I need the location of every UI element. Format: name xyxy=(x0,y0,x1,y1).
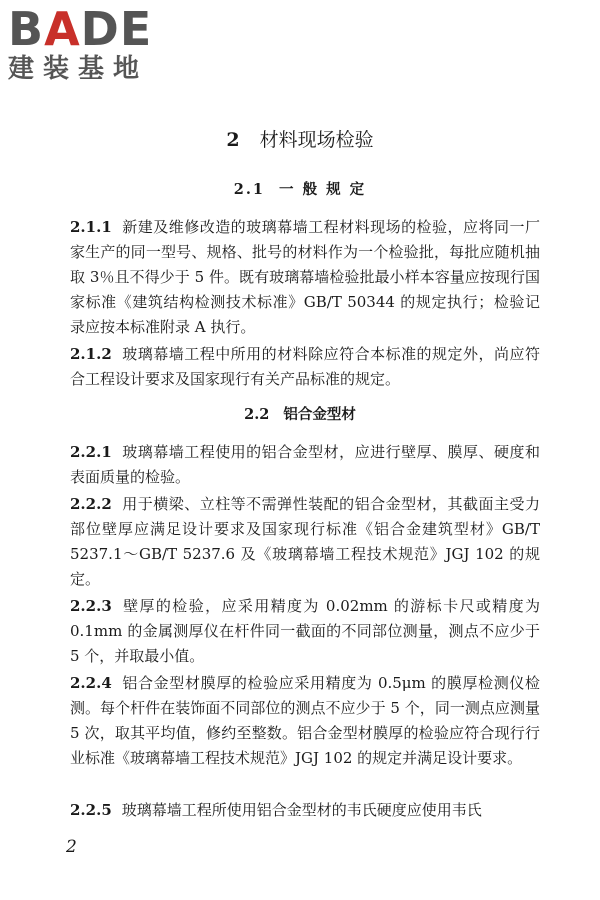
clause-number: 2.1.2 xyxy=(70,345,112,363)
clause-2-2-4 xyxy=(70,671,540,771)
clause-number: 2.2.2 xyxy=(70,495,112,513)
chapter-title xyxy=(0,126,600,154)
clause-number: 2.2.4 xyxy=(70,674,112,692)
clause-text: 玻璃幕墙工程使用的铝合金型材，应进行壁厚、膜厚、硬度和表面质量的检验。 xyxy=(70,443,540,486)
section-heading-2-2 xyxy=(0,403,600,427)
clause-2-2-1 xyxy=(70,440,540,490)
clause-number: 2.2.1 xyxy=(70,443,112,461)
clause-number: 2.1.1 xyxy=(70,218,112,236)
section-heading-2-1 xyxy=(0,178,600,202)
chapter-title-text: 材料现场检验 xyxy=(259,129,374,151)
clause-text: 壁厚的检验，应采用精度为 0.02mm 的游标卡尺或精度为 0.1mm 的金属测厚仪在杆件同一截面的不同部位测量，测点不应少于 5 个，并取最小值。 xyxy=(70,597,540,665)
clause-2-2-5 xyxy=(70,798,540,823)
page-number: 2 xyxy=(66,837,77,857)
section-number: 2.2 xyxy=(244,406,270,423)
chapter-number: 2 xyxy=(226,129,240,151)
section-title-text: 一 般 规 定 xyxy=(279,181,367,198)
clause-2-2-3 xyxy=(70,594,540,669)
clause-2-2-2 xyxy=(70,492,540,592)
logo-wordmark: BADE xyxy=(8,2,153,56)
clause-number: 2.2.3 xyxy=(70,597,112,615)
clause-text: 玻璃幕墙工程中所用的材料除应符合本标准的规定外，尚应符合工程设计要求及国家现行有关产品标准的规定。 xyxy=(70,345,540,388)
clause-2-1-2 xyxy=(70,342,540,392)
brand-logo xyxy=(8,2,178,84)
clause-text: 新建及维修改造的玻璃幕墙工程材料现场的检验，应将同一厂家生产的同一型号、规格、批号的材料作为一个检验批，每批应随机抽取 3％且不得少于 5 件。既有玻璃幕墙检验批最小样本容量应按现行国家标准《建筑结构检测技术标准》GB/T 50344 的规定执行；检验记录应按本标准附录 A 执行。 xyxy=(70,218,540,336)
clause-text: 用于横梁、立柱等不需弹性装配的铝合金型材，其截面主受力部位壁厚应满足设计要求及国家现行标准《铝合金建筑型材》GB/T 5237.1～GB/T 5237.6 及《玻璃幕墙工程技术规范》JGJ 102 的规定。 xyxy=(70,495,540,588)
logo-chinese-name: 建装基地 xyxy=(8,54,149,84)
clause-number: 2.2.5 xyxy=(70,801,112,819)
clause-2-1-1 xyxy=(70,215,540,340)
clause-text: 玻璃幕墙工程所使用铝合金型材的韦氏硬度应使用韦氏 xyxy=(121,801,482,819)
section-title-text: 铝合金型材 xyxy=(283,406,356,423)
clause-text: 铝合金型材膜厚的检验应采用精度为 0.5μm 的膜厚检测仪检测。每个杆件在装饰面不同部位的测点不应少于 5 个，同一测点应测量 5 次，取其平均值，修约至整数。铝合金型材膜厚的检验应符合现行行业标准《玻璃幕墙工程技术规范》JGJ 102 的规定并满足设计要求。 xyxy=(70,674,540,767)
section-number: 2.1 xyxy=(233,181,266,198)
